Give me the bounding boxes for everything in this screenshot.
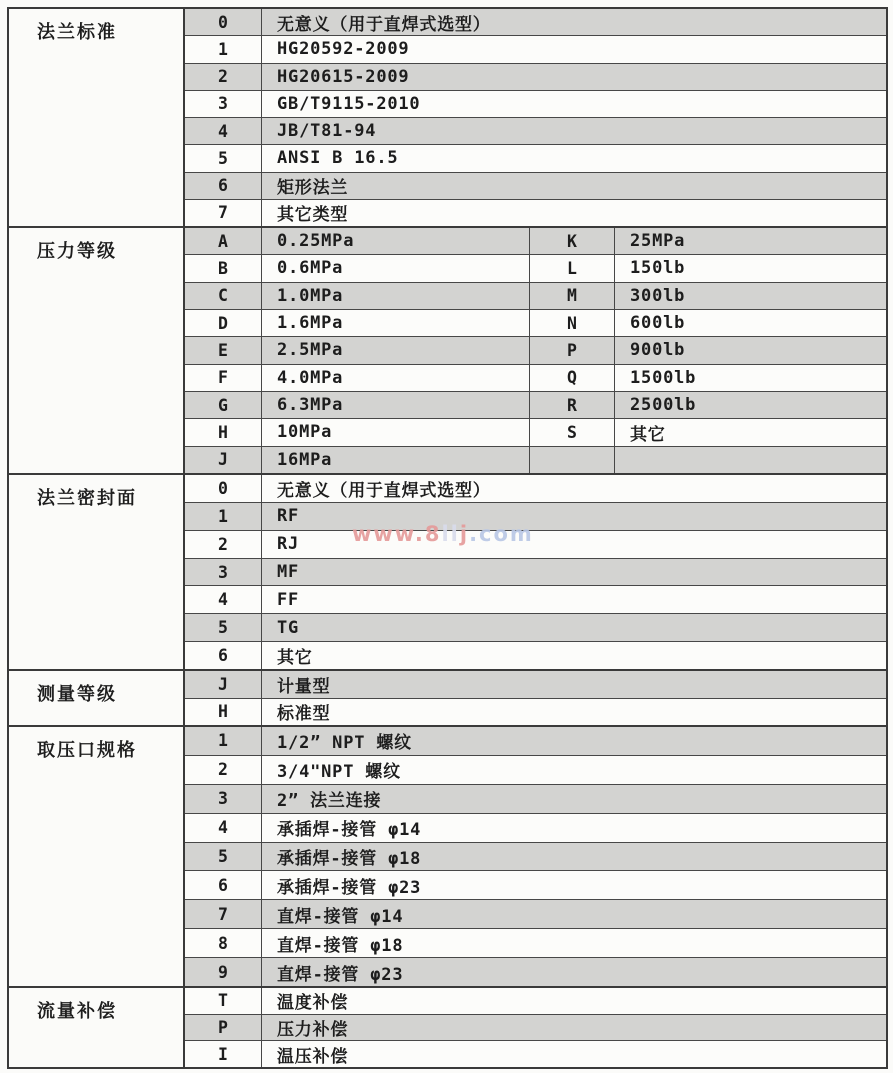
table-row: [185, 784, 886, 813]
desc-cell: 直焊-接管 φ23: [277, 964, 404, 985]
desc-cell: 直焊-接管 φ14: [277, 906, 404, 927]
category-cell-measure-grade: 测量等级: [9, 671, 185, 725]
desc-cell: 2” 法兰连接: [277, 791, 382, 812]
table-row: [185, 1040, 886, 1067]
code-cell: 1: [185, 727, 262, 755]
watermark-text: ll: [441, 522, 460, 546]
code-cell: 9: [185, 958, 262, 986]
table-row: [185, 475, 886, 502]
rows-flow-compensation: [185, 988, 886, 1067]
code-cell: G: [185, 392, 262, 418]
code-cell: F: [185, 365, 262, 391]
code-cell: 0: [185, 475, 262, 502]
code-cell: A: [185, 228, 262, 254]
table-row: [185, 842, 886, 871]
code-cell-2: Q: [530, 365, 615, 391]
section-flange-standard: [9, 9, 886, 226]
desc-cell: 承插焊-接管 φ14: [277, 820, 422, 841]
desc-cell-2: 25MPa: [630, 231, 686, 252]
desc-cell: 10MPa: [262, 419, 530, 445]
table-row: [185, 364, 886, 391]
desc-cell: RJ: [277, 534, 300, 555]
desc-cell: 1/2” NPT 螺纹: [277, 733, 412, 754]
code-cell-2: R: [530, 392, 615, 418]
code-cell: 2: [185, 531, 262, 558]
table-row: [185, 9, 886, 35]
code-cell: E: [185, 337, 262, 363]
table-row: [185, 755, 886, 784]
code-cell: 3: [185, 559, 262, 586]
code-cell: 0: [185, 9, 262, 35]
code-cell: 7: [185, 900, 262, 928]
desc-cell: 其它: [277, 648, 313, 669]
table-row: [185, 418, 886, 445]
table-row: [185, 727, 886, 755]
desc-cell: 承插焊-接管 φ18: [277, 849, 422, 869]
desc-cell: JB/T81-94: [277, 121, 377, 142]
category-cell-flange-seal-face: 法兰密封面: [9, 475, 185, 669]
code-cell: 1: [185, 503, 262, 530]
desc-cell: 矩形法兰: [277, 178, 349, 199]
table-row: [185, 446, 886, 473]
code-cell: 5: [185, 614, 262, 641]
table-row: [185, 988, 886, 1014]
code-cell: I: [185, 1041, 262, 1067]
code-cell: 6: [185, 871, 262, 899]
desc-cell: 无意义（用于直焊式选型）: [277, 14, 491, 35]
desc-cell: 温度补偿: [277, 993, 349, 1014]
section-flange-seal-face: [9, 473, 886, 669]
table-row: [185, 558, 886, 586]
table-row: [185, 199, 886, 226]
table-row: [185, 530, 886, 558]
desc-cell: 0.25MPa: [262, 228, 530, 254]
desc-cell: 16MPa: [262, 447, 530, 473]
code-cell: 7: [185, 200, 262, 226]
desc-cell: HG20615-2009: [277, 66, 410, 87]
desc-cell: 其它类型: [277, 205, 349, 226]
rows-flange-seal-face: [185, 475, 886, 669]
category-cell-flange-standard: 法兰标准: [9, 9, 185, 226]
desc-cell: 6.3MPa: [262, 392, 530, 418]
table-row: [185, 641, 886, 669]
code-cell: 4: [185, 118, 262, 144]
code-cell-2: S: [530, 419, 615, 445]
watermark-text: www.8: [352, 522, 442, 546]
desc-cell: GB/T9115-2010: [277, 93, 421, 114]
code-cell: 5: [185, 843, 262, 871]
table-row: [185, 899, 886, 928]
code-cell: 3: [185, 785, 262, 813]
code-cell-2: [530, 447, 615, 473]
desc-cell: 直焊-接管 φ18: [277, 935, 404, 956]
table-row: [185, 391, 886, 418]
desc-cell: RF: [277, 506, 300, 527]
category-cell-pressure-rating: 压力等级: [9, 228, 185, 473]
code-cell: H: [185, 699, 262, 726]
desc-cell: 3/4"NPT 螺纹: [277, 762, 401, 783]
table-row: [185, 613, 886, 641]
code-cell: 6: [185, 173, 262, 199]
table-row: [185, 63, 886, 90]
desc-cell: 压力补偿: [277, 1020, 349, 1040]
desc-cell-2: 300lb: [630, 285, 686, 306]
code-cell: P: [185, 1015, 262, 1041]
desc-cell: 2.5MPa: [262, 337, 530, 363]
table-row: [185, 698, 886, 726]
desc-cell: 1.6MPa: [262, 310, 530, 336]
category-cell-pressure-tap-spec: 取压口规格: [9, 727, 185, 986]
rows-measure-grade: [185, 671, 886, 725]
code-cell: H: [185, 419, 262, 445]
code-cell: C: [185, 283, 262, 309]
code-cell: J: [185, 671, 262, 698]
rows-pressure-tap-spec: [185, 727, 886, 986]
table-row: [185, 336, 886, 363]
desc-cell-2: 600lb: [630, 313, 686, 334]
desc-cell: 4.0MPa: [262, 365, 530, 391]
desc-cell: 承插焊-接管 φ23: [277, 877, 422, 898]
table-row: [185, 813, 886, 842]
code-cell: 1: [185, 36, 262, 62]
desc-cell: MF: [277, 562, 300, 582]
code-cell-2: L: [530, 255, 615, 281]
table-row: [185, 144, 886, 171]
desc-cell-2: [615, 447, 886, 473]
code-cell: 2: [185, 756, 262, 784]
code-cell-2: M: [530, 283, 615, 309]
table-row: [185, 35, 886, 62]
rows-pressure-rating: [185, 228, 886, 473]
table-row: [185, 117, 886, 144]
desc-cell: 1.0MPa: [262, 283, 530, 309]
table-row: [185, 309, 886, 336]
code-cell: 4: [185, 814, 262, 842]
category-cell-flow-compensation: 流量补偿: [9, 988, 185, 1067]
code-cell: B: [185, 255, 262, 281]
desc-cell: 计量型: [277, 676, 331, 697]
table-row: [185, 90, 886, 117]
code-cell-2: P: [530, 337, 615, 363]
code-cell-2: N: [530, 310, 615, 336]
table-row: [185, 228, 886, 254]
code-cell: 8: [185, 929, 262, 957]
desc-cell-2: 其它: [630, 424, 666, 445]
watermark-text: .com: [469, 522, 534, 546]
table-row: [185, 254, 886, 281]
table-row: [185, 957, 886, 986]
code-cell: 2: [185, 64, 262, 90]
table-row: [185, 502, 886, 530]
desc-cell: 无意义（用于直焊式选型）: [277, 480, 491, 501]
desc-cell: HG20592-2009: [277, 39, 410, 60]
code-cell: 6: [185, 642, 262, 669]
rows-flange-standard: [185, 9, 886, 226]
desc-cell: 0.6MPa: [262, 255, 530, 281]
desc-cell-2: 1500lb: [630, 367, 697, 388]
selection-code-table: [7, 7, 888, 1069]
code-cell: T: [185, 988, 262, 1014]
table-row: [185, 585, 886, 613]
watermark-text: j: [459, 522, 470, 546]
code-cell: D: [185, 310, 262, 336]
code-cell: 4: [185, 586, 262, 613]
desc-cell: FF: [277, 589, 300, 610]
table-row: [185, 172, 886, 199]
desc-cell: TG: [277, 617, 300, 638]
code-cell: 5: [185, 145, 262, 171]
desc-cell-2: 900lb: [630, 340, 686, 361]
desc-cell: 标准型: [277, 704, 331, 725]
desc-cell-2: 150lb: [630, 258, 686, 279]
section-flow-compensation: [9, 986, 886, 1067]
desc-cell: ANSI B 16.5: [277, 148, 399, 169]
code-cell: J: [185, 447, 262, 473]
section-pressure-tap-spec: [9, 725, 886, 986]
table-row: [185, 671, 886, 698]
section-measure-grade: [9, 669, 886, 725]
desc-cell-2: 2500lb: [630, 395, 697, 416]
table-row: [185, 870, 886, 899]
table-row: [185, 1014, 886, 1041]
desc-cell: 温压补偿: [277, 1046, 349, 1067]
code-cell-2: K: [530, 228, 615, 254]
table-row: [185, 282, 886, 309]
code-cell: 3: [185, 91, 262, 117]
section-pressure-rating: [9, 226, 886, 473]
table-row: [185, 928, 886, 957]
